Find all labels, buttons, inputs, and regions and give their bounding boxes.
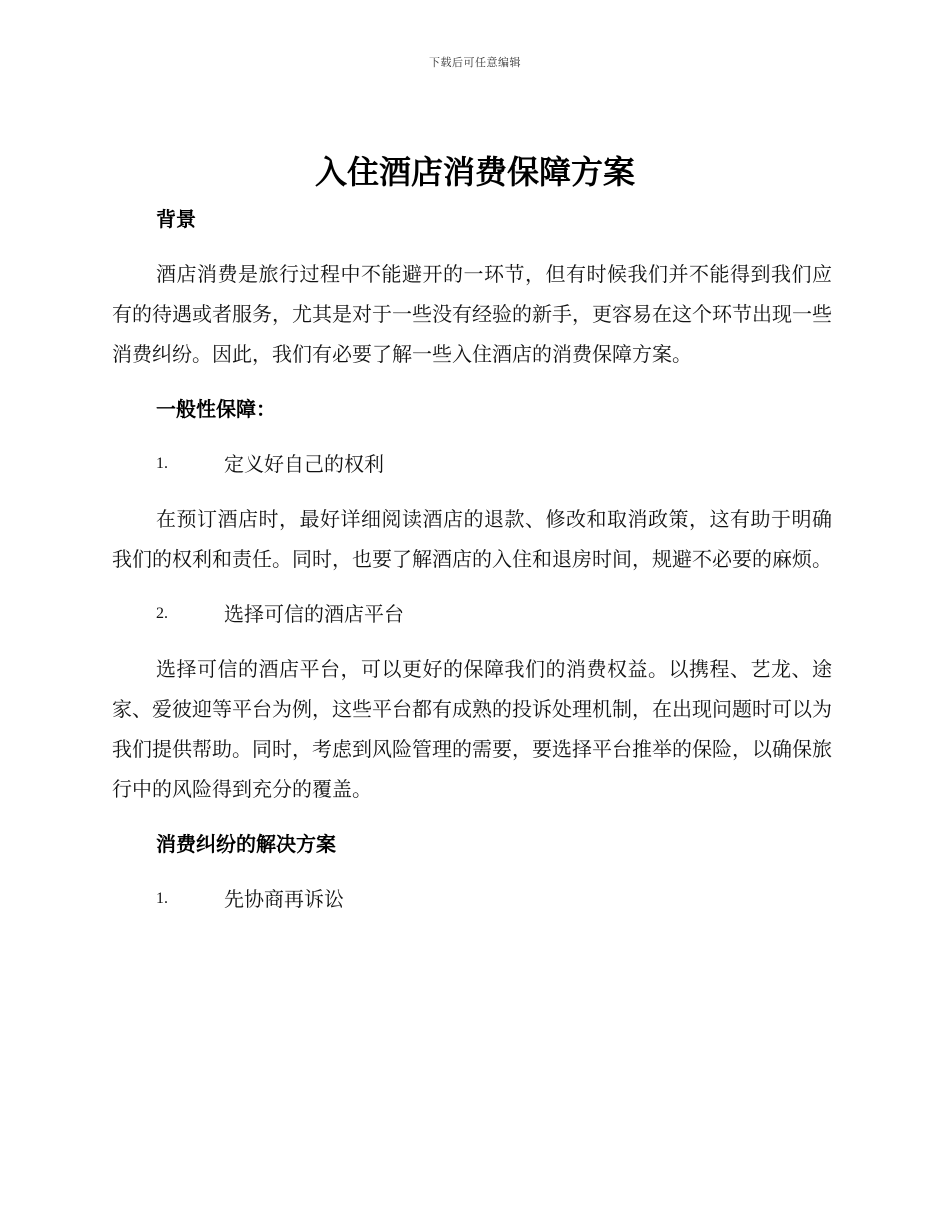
document-title: 入住酒店消费保障方案 [314, 153, 635, 191]
list-label: 定义好自己的权利 [224, 452, 384, 476]
general-protection-heading: 一般性保障： [156, 397, 276, 421]
item1-paragraph: 在预订酒店时，最好详细阅读酒店的退款、修改和取消政策，这有助于明确我们的权利和责任。同时，也要了解酒店的入住和退房时间，规避不必要的麻烦。 [112, 507, 832, 571]
list-label: 选择可信的酒店平台 [224, 602, 404, 626]
list-item-1 [112, 444, 832, 484]
list-number: 2. [156, 605, 168, 622]
item2-paragraph: 选择可信的酒店平台，可以更好的保障我们的消费权益。以携程、艺龙、途家、爱彼迎等平台为例，这些平台都有成熟的投诉处理机制，在出现问题时可以为我们提供帮助。同时，考虑到风险管理的需要，要选择平台推举的保险，以确保旅行中的风险得到充分的覆盖。 [112, 657, 832, 801]
dispute-solution-heading: 消费纠纷的解决方案 [156, 832, 336, 856]
header-note: 下载后可任意编辑 [429, 56, 521, 69]
background-heading: 背景 [156, 207, 196, 231]
list-item-2 [112, 594, 832, 634]
list-number: 1. [156, 455, 168, 472]
background-paragraph: 酒店消费是旅行过程中不能避开的一环节，但有时候我们并不能得到我们应有的待遇或者服务，尤其是对于一些没有经验的新手，更容易在这个环节出现一些消费纠纷。因此，我们有必要了解一些入住酒店的消费保障方案。 [112, 262, 832, 366]
list-item-3 [112, 879, 832, 919]
list-number: 1. [156, 890, 168, 907]
list-label: 先协商再诉讼 [224, 887, 344, 911]
document-body [112, 199, 832, 934]
